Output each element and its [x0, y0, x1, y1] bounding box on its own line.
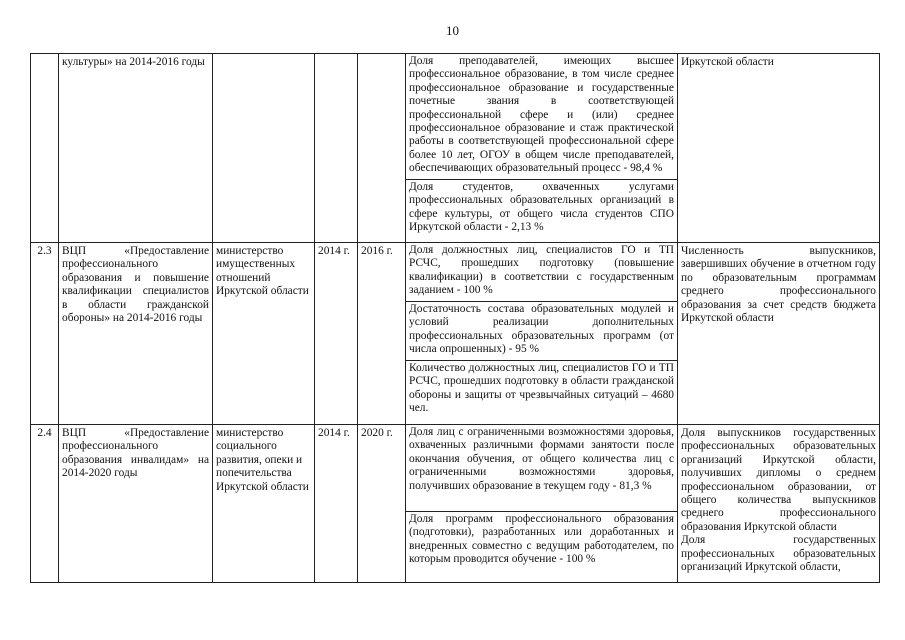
indicator-text: Количество должностных лиц, специалистов ГО и ТП РСЧС, прошедших подготовку в области гражданской обороны и защиты от чрезвычайных ситуаций – 4680 чел. — [406, 360, 677, 421]
linked-indicator-text: Доля выпускников государственных профессиональных образовательных организаций Иркутской области, получивших дипломы о среднем профессиональном образовании, от общего количества выпускников среднего профессионального образования Иркутской области — [681, 427, 876, 533]
indicator-text: Доля лиц с ограниченными возможностями здоровья, охваченных различными формами занятости после окончания обучения, от общего количества лиц с ограниченными возможностями здоровья, получивших образование в текущем году - 81,3 % — [409, 426, 674, 492]
indicator-text: Доля преподавателей, имеющих высшее профессиональное образование, в том числе среднее профессиональное образование и государственные почетные звания в соответствующей профессиональной сфере и (или) среднее профессиональное образование и стаж практической работы в соответствующей профессиональной сфере более 10 лет, ОГОУ в общем числе преподавателей, обеспечивающих образовательный процесс - 98,4 % — [409, 55, 674, 175]
start-year: 2014 г. — [315, 425, 358, 583]
row-number: 2.4 — [31, 425, 59, 583]
end-year — [358, 54, 406, 243]
row-number — [31, 54, 59, 243]
indicators-cell — [406, 425, 678, 583]
indicator-text: Доля студентов, охваченных услугами профессиональных образовательных организаций в сфере культуры, от общего числа студентов СПО Иркутской области - 2,13 % — [406, 179, 677, 242]
indicator-text: Доля должностных лиц, специалистов ГО и ТП РСЧС, прошедших подготовку (повышение квалификации) в соответствии с государственным заданием - 100 % — [409, 244, 674, 297]
responsible-body — [213, 54, 315, 243]
row-number: 2.3 — [31, 243, 59, 425]
linked-indicator-text: Доля государственных профессиональных образовательных организаций Иркутской области, — [681, 534, 876, 574]
program-table — [30, 53, 880, 583]
page-number: 10 — [446, 23, 459, 38]
linked-indicator: Численность выпускников, завершивших обучение в отчетном году по образовательным программам среднего профессионального образования за счет средств бюджета Иркутской области — [678, 243, 880, 425]
end-year: 2020 г. — [358, 425, 406, 583]
linked-indicator: Иркутской области — [678, 54, 880, 243]
responsible-body: министерство имущественных отношений Иркутской области — [213, 243, 315, 425]
indicator-text: Достаточность состава образовательных модулей и условий реализации дополнительных профессиональных образовательных программ (от числа опрошенных) - 95 % — [406, 301, 677, 360]
start-year: 2014 г. — [315, 243, 358, 425]
table-row — [31, 54, 880, 243]
end-year: 2016 г. — [358, 243, 406, 425]
indicators-cell — [406, 54, 678, 243]
program-name: культуры» на 2014-2016 годы — [59, 54, 213, 243]
responsible-body: министерство социального развития, опеки и попечительства Иркутской области — [213, 425, 315, 583]
program-name: ВЦП «Предоставление профессионального образования и повышение квалификации специалистов в области гражданской обороны» на 2014-2016 годы — [59, 243, 213, 425]
table-row — [31, 425, 880, 583]
table-row — [31, 243, 880, 425]
program-name: ВЦП «Предоставление профессионального образования инвалидам» на 2014-2020 годы — [59, 425, 213, 583]
indicators-cell — [406, 243, 678, 425]
start-year — [315, 54, 358, 243]
linked-indicator — [678, 425, 880, 583]
indicator-text: Доля программ профессионального образования (подготовки), разработанных или доработанных и внедренных совместно с ведущим работодателем, по которым проводится обучение - 100 % — [406, 511, 677, 582]
